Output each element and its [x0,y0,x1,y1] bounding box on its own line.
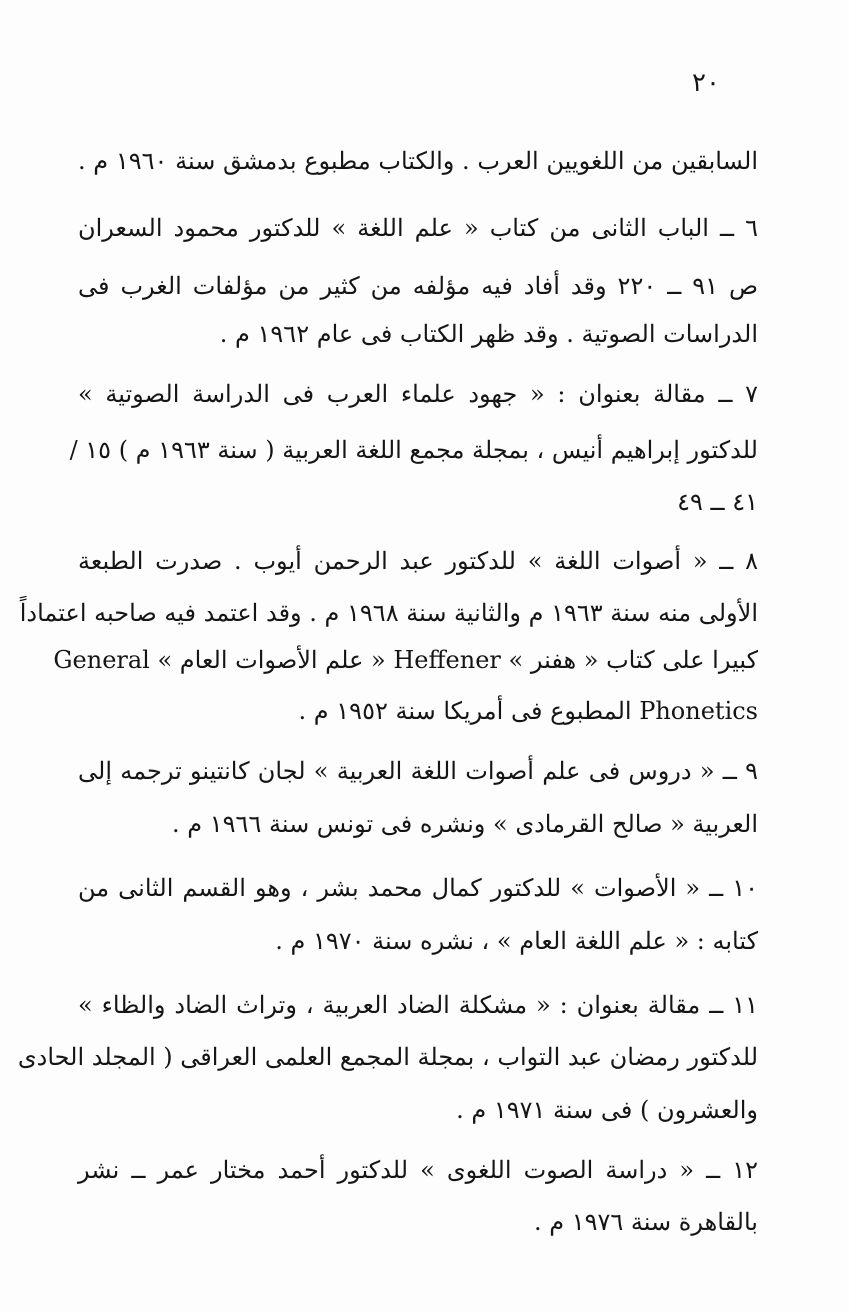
text-line: والعشرون ) فى سنة ١٩٧١ م . [456,1096,758,1124]
page-number: ٢٠ [692,68,720,98]
text-line: العربية « صالح القرمادى » ونشره فى تونس سنة ١٩٦٦ م . [172,810,758,838]
text-line: ١٢ ــ « دراسة الصوت اللغوى » للدكتور أحمد مختار عمر ــ نشر [78,1156,758,1184]
text-line: ٨ ــ « أصوات اللغة » للدكتور عبد الرحمن أيوب . صدرت الطبعة [78,547,758,575]
text-line: للدكتور رمضان عبد التواب ، بمجلة المجمع العلمى العراقى ( المجلد الحادى [17,1043,758,1071]
text-line: بالقاهرة سنة ١٩٧٦ م . [533,1208,758,1236]
text-line: للدكتور إبراهيم أنيس ، بمجلة مجمع اللغة العربية ( سنة ١٩٦٣ م ) ١٥ / [69,436,758,464]
text-line: ٤١ ــ ٤٩ [677,488,758,516]
text-line: Phonetics المطبوع فى أمريكا سنة ١٩٥٢ م . [298,697,758,725]
text-line: الأولى منه سنة ١٩٦٣ م والثانية سنة ١٩٦٨ م . وقد اعتمد فيه صاحبه اعتماداً [19,599,758,627]
text-line: ٧ ــ مقالة بعنوان : « جهود علماء العرب فى الدراسة الصوتية » [78,380,758,408]
text-line: الدراسات الصوتية . وقد ظهر الكتاب فى عام ١٩٦٢ م . [219,320,758,348]
text-line: ١٠ ــ « الأصوات » للدكتور كمال محمد بشر ، وهو القسم الثانى من [78,874,758,902]
text-line: ١١ ــ مقالة بعنوان : « مشكلة الضاد العربية ، وتراث الضاد والظاء » [78,991,758,1019]
text-line: ص ٩١ ــ ٢٢٠ وقد أفاد فيه مؤلفه من كثير من مؤلفات الغرب فى [78,272,759,300]
text-line: كتابه : « علم اللغة العام » ، نشره سنة ١٩٧٠ م . [275,927,758,955]
text-line: السابقين من اللغويين العرب . والكتاب مطبوع بدمشق سنة ١٩٦٠ م . [78,147,758,175]
text-line: كبيرا على كتاب « هفنر » Heffener « علم الأصوات العام » General [53,646,758,674]
text-line: ٦ ــ الباب الثانى من كتاب « علم اللغة » للدكتور محمود السعران [78,214,758,242]
text-line: ٩ ــ « دروس فى علم أصوات اللغة العربية » لجان كانتينو ترجمه إلى [78,757,759,785]
